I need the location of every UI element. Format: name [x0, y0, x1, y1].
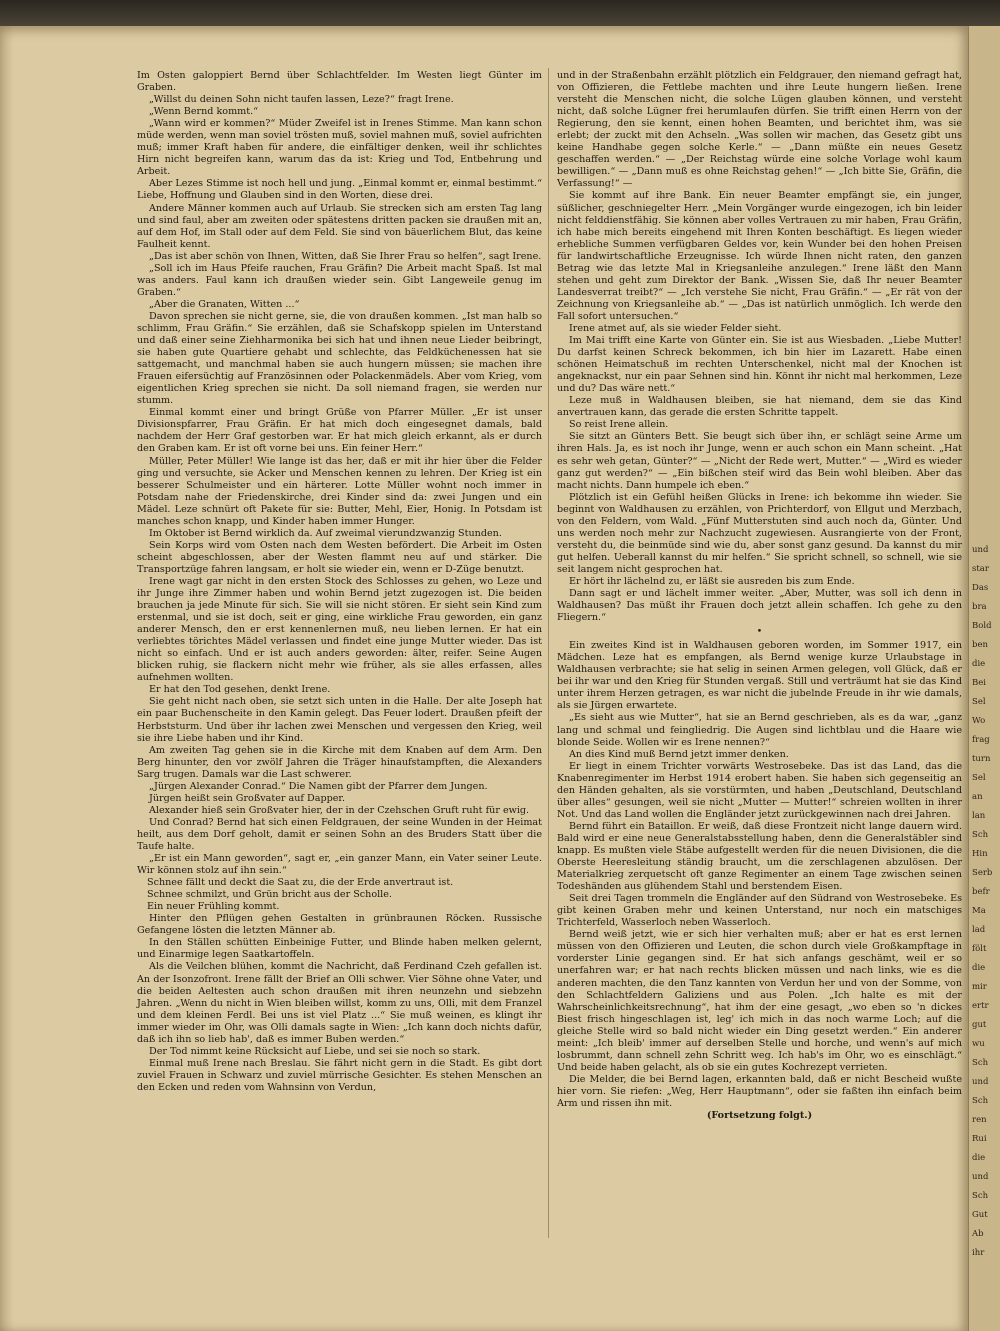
column-divider: [548, 68, 549, 1238]
paragraph: und in der Straßenbahn erzählt plötzlich ein Feldgrauer, den niemand gefragt hat, von Offizieren, die Fettlebe machten und ihre Leute hungern ließen. Irene versteht die Menschen nicht, die solche Lügen glauben können, und versteht nicht, daß solche Lügner frei herumlaufen dürfen. Sie trifft einen Herrn von der Regierung, den sie kennt, einen hohen Beamten, und berichtet ihm, was sie erlebt; der zuckt mit den Achseln. „Was sollen wir machen, das Gesetz gibt uns keine Handhabe gegen solche Kerle.“ — „Dann müßte ein neues Gesetz geschaffen werden.“ — „Der Reichstag würde eine solche Vorlage wohl kaum bewilligen.“ — „Dann muß es ohne Reichstag gehen!“ — „Ich bitte Sie, Gräfin, die Verfassung!“ —: [557, 70, 962, 190]
paragraph: Davon sprechen sie nicht gerne, sie, die von draußen kommen. „Ist man halb so schlimm, Frau Gräfin.“ Sie erzählen, daß sie Schafskopp spielen im Unterstand und daß einer seine Ziehharmonika bei sich hat und ihnen neue Lieder beibringt, sie haben gute Quartiere gehabt und schlechte, das Feldküchenessen hat sie sattgemacht, und manchmal haben sie auch hungern müssen; sie machen ihre Frauen eifersüchtig auf Französinnen oder Polackenmädels. Aber vom Krieg, vom eigentlichen Krieg sprechen sie nicht. Da soll niemand fragen, sie werden nur stumm.: [137, 310, 542, 407]
paragraph: Sie geht nicht nach oben, sie setzt sich unten in die Halle. Der alte Joseph hat ein paar Buchenscheite in den Kamin gelegt. Das Feuer lodert. Draußen pfeift der Herbststurm. Und über ihr lachen zwei Menschen und vergessen den Krieg, weil sie ihre Liebe haben und ihr Kind.: [137, 696, 542, 744]
bleed-fragment: die: [972, 963, 986, 973]
bleed-fragment: Ab: [972, 1229, 984, 1239]
verse-line: Ein neuer Frühling kommt.: [147, 901, 280, 913]
paragraph: „Soll ich im Haus Pfeife rauchen, Frau Gräfin? Die Arbeit macht Spaß. Ist mal was anders. Faul kann ich draußen wieder sein. Gibt Langeweile genug im Graben.“: [137, 262, 542, 298]
bleed-fragment: die: [972, 1153, 986, 1163]
paragraph: Aber Lezes Stimme ist noch hell und jung. „Einmal kommt er, einmal bestimmt.“ Liebe, Hoffnung und Glauben sind in den Worten, diese drei.: [137, 178, 542, 202]
paragraph: Leze muß in Waldhausen bleiben, sie hat niemand, dem sie das Kind anvertrauen kann, das gerade die ersten Schritte tappelt.: [557, 395, 962, 419]
paragraph: Dann sagt er und lächelt immer weiter. „Aber, Mutter, was soll ich denn in Waldhausen? Das müßt ihr Frauen doch jetzt allein schaffen. Ich gehe zu den Fliegern.“: [557, 588, 962, 624]
paragraph: „Jürgen Alexander Conrad.“ Die Namen gibt der Pfarrer dem Jungen.: [149, 780, 488, 792]
paragraph: Seit drei Tagen trommeln die Engländer auf den Südrand von Westrosebeke. Es gibt keinen Graben mehr und keinen Unterstand, nur noch ein matschiges Trichterfeld, Wasserloch neben Wasserloch.: [557, 893, 962, 929]
continuation-note: (Fortsetzung folgt.): [706, 1110, 813, 1122]
paragraph: Einmal muß Irene nach Breslau. Sie fährt nicht gern in die Stadt. Es gibt dort zuviel Frauen in Schwarz und zuviel mürrische Gesichter. Es stehen Menschen an den Ecken und reden vom Wahnsinn von Verdun,: [137, 1057, 542, 1093]
bleed-fragment: Bei: [972, 678, 986, 688]
paragraph: An dies Kind muß Bernd jetzt immer denken.: [569, 748, 789, 760]
paragraph: „Wenn Bernd kommt.“: [149, 106, 259, 118]
left-column-verse: [137, 877, 542, 913]
bleed-fragment: bra: [972, 602, 987, 612]
paragraph: Sie sitzt an Günters Bett. Sie beugt sich über ihn, er schlägt seine Arme um ihren Hals. Ja, es ist noch ihr Junge, wenn er auch schon ein Mann scheint. „Hat es sehr weh getan, Günter?“ — „Nicht der Rede wert, Mutter.“ — „Wird es wieder ganz gut werden?“ — „Ein bißchen steif wird das Bein wohl bleiben. Aber das macht nichts. Dann humpele ich eben.“: [557, 431, 962, 491]
left-column-paragraphs: [137, 70, 542, 877]
paragraph: Im Oktober ist Bernd wirklich da. Auf zweimal vierundzwanzig Stunden.: [149, 527, 502, 539]
paragraph: Ein zweites Kind ist in Waldhausen geboren worden, im Sommer 1917, ein Mädchen. Leze hat es empfangen, als Bernd wenige kurze Urlaubstage in Waldhausen verbrachte; sie hat selig in seinen Armen gelegen, voll Glück, daß er bei ihr war und den Krieg für Stunden vergaß. Still und verträumt hat sie das Kind unter ihrem Herzen getragen, es war nicht die jubelnde Freude in ihr wie damals, als sie Jürgen erwartete.: [557, 640, 962, 712]
bleed-fragment: Bold: [972, 621, 992, 631]
paragraph: Sein Korps wird vom Osten nach dem Westen befördert. Die Arbeit im Osten scheint abgeschlossen, aber der Westen flammt neu auf und stärker. Die Transportzüge fahren langsam, er holt sie wieder ein, wenn er D-Züge benutzt.: [137, 539, 542, 575]
bleed-fragment: Sel: [972, 697, 986, 707]
bleed-fragment: an: [972, 792, 983, 802]
paragraph: Irene wagt gar nicht in den ersten Stock des Schlosses zu gehen, wo Leze und ihr Junge ihre Zimmer haben und wohin Bernd jetzt zugezogen ist. Die beiden brauchen ja jede Minute für sich. Sie will sie nicht stören. Er sieht sein Kind zum erstenmal, und sie ist doch, seit er ging, eine wirkliche Frau geworden, ein ganz anderer Mensch, den er erst kennenlernen muß, neu lieben lernen. Er hat ein verliebtes törichtes Mädel verlassen und findet eine junge Mutter wieder. Das ist nicht so einfach. Und er ist auch anders geworden: älter, reifer. Seine Augen blicken ruhig, sie flackern nicht mehr wie früher, als sie alles erfassen, alles aufnehmen wollten.: [137, 575, 542, 684]
bleed-fragment: Das: [972, 583, 989, 593]
bleed-fragment: lan: [972, 811, 986, 821]
bleed-fragment: ertr: [972, 1001, 989, 1011]
paragraph: Sie kommt auf ihre Bank. Ein neuer Beamter empfängt sie, ein junger, süßlicher, geschniegelter Herr. „Mein Vorgänger wurde eingezogen, ich bin leider nicht felddienstfähig. Sie können aber volles Vertrauen zu mir haben, Frau Gräfin, ich habe mich bereits eingehend mit Ihren Konten beschäftigt. Es liegen wieder erhebliche Summen verfügbaren Geldes vor, kein Wunder bei den hohen Preisen für landwirtschaftliche Erzeugnisse. Ich würde Ihnen nicht raten, den ganzen Betrag wie das letzte Mal in Kriegsanleihe anzulegen.“ Irene läßt den Mann stehen und geht zum Direktor der Bank. „Wissen Sie, daß Ihr neuer Beamter Landesverrat treibt?“ — „Ich verstehe Sie nicht, Frau Gräfin.“ — „Er rät von der Zeichnung von Kriegsanleihe ab.“ — „Das ist natürlich unmöglich. Ich werde den Fall sofort untersuchen.“: [557, 190, 962, 322]
paragraph: Und Conrad? Bernd hat sich einen Feldgrauen, der seine Wunden in der Heimat heilt, aus dem Dorf geholt, damit er seinen Sohn an des Bruders Statt über die Taufe halte.: [137, 816, 542, 852]
bleed-fragment: wu: [972, 1039, 985, 1049]
paragraph: Plötzlich ist ein Gefühl heißen Glücks in Irene: ich bekomme ihn wieder. Sie beginnt von Waldhausen zu erzählen, von Prichterdorf, von Ellgut und Merzbach, von den Feldern, vom Wald. „Fünf Mutterstuten sind auch noch da, Günter. Und uns werden noch mehr zur Nachzucht zugewiesen. Ausrangierte von der Front, versteht du, die beinmüde sind wie du, aber sonst ganz gesund. Da kannst du mir gut helfen. Ueberall kannst du mir helfen.“ Sie spricht schnell, so schnell, wie sie seit langem nicht gesprochen hat.: [557, 491, 962, 575]
bleed-fragment: Sch: [972, 1096, 989, 1106]
paragraph: Die Melder, die bei Bernd lagen, erkannten bald, daß er nicht Bescheid wußte hier vorn. Sie riefen: „Weg, Herr Hauptmann“, oder sie faßten ihn einfach beim Arm und rissen ihn mit.: [557, 1073, 962, 1109]
bleed-fragment: mir: [972, 982, 987, 992]
right-column-paragraphs: [557, 70, 962, 624]
paragraph: Im Mai trifft eine Karte von Günter ein. Sie ist aus Wiesbaden. „Liebe Mutter! Du darfst keinen Schreck bekommen, ich bin hier im Lazarett. Habe einen schönen Heimatschuß im rechten Unterschenkel, nicht mal der Knochen ist angeknackst, nur ein paar Sehnen sind hin. Könnt ihr nicht mal herkommen, Leze und du? Das wäre nett.“: [557, 335, 962, 395]
section-bullet: •: [756, 626, 763, 638]
bleed-fragment: befr: [972, 887, 990, 897]
bleed-fragment: Ma: [972, 906, 986, 916]
bleed-fragment: ihr: [972, 1248, 985, 1258]
paragraph: Im Osten galoppiert Bernd über Schlachtfelder. Im Westen liegt Günter im Graben.: [137, 70, 542, 94]
paragraph: Bernd führt ein Bataillon. Er weiß, daß diese Frontzeit nicht lange dauern wird. Bald wird er eine neue Generalstabsstellung haben, denn die Generalstäbler sind knapp. Es mußten viele Stäbe aufgestellt werden für die neuen Divisionen, die die Oberste Heeresleitung ständig braucht, um die zerschlagenen abzulösen. Der Materialkrieg zerquetscht oft ganze Regimenter an einem Tage zwischen seinen Todeshänden aus glühendem Stahl und berstendem Eisen.: [557, 820, 962, 893]
paragraph: Jürgen heißt sein Großvater auf Dapper.: [149, 792, 345, 804]
paragraph: „Er ist ein Mann geworden“, sagt er, „ein ganzer Mann, ein Vater seiner Leute. Wir können stolz auf ihn sein.“: [137, 853, 542, 877]
paragraph: Er hört ihr lächelnd zu, er läßt sie ausreden bis zum Ende.: [569, 575, 855, 587]
bleed-fragment: ben: [972, 640, 988, 650]
bleed-fragment: die: [972, 659, 986, 669]
bleed-fragment: Sel: [972, 773, 986, 783]
bleed-fragment: Sch: [972, 830, 989, 840]
paragraph: „Aber die Granaten, Witten ...“: [149, 298, 300, 310]
paragraph: Als die Veilchen blühen, kommt die Nachricht, daß Ferdinand Czeh gefallen ist. An der Isonzofront. Irene fällt der Brief an Olli schwer. Vier Söhne ohne Vater, und die beiden Aeltesten auch schon draußen mit ihren neunzehn und siebzehn Jahren. „Wenn du nicht in Wien bleiben willst, komm zu uns, Olli, mit dem Franzel und dem kleinen Ferdl. Bei uns ist viel Platz ...“ Sie muß weinen, es klingt ihr immer wieder im Ohr, was Olli damals sagte in Wien: „Ich kann doch nichts dafür, daß ich ihn so lieb hab', daß es immer Buben werden.“: [137, 961, 542, 1045]
left-column: [137, 70, 542, 1094]
bleed-fragment: turn: [972, 754, 991, 764]
paragraph: Er liegt in einem Trichter vorwärts Westrosebeke. Das ist das Land, das die Knabenregimenter im Herbst 1914 erobert haben. Sie haben sich gegenseitig an den Händen gehalten, als sie vorstürmten, und haben „Deutschland, Deutschland über alles“ gesungen, weil sie nicht „Mutter — Mutter!“ schreien wollten in ihrer Not. Und das Land wollen die Engländer jetzt zurückgewinnen nach drei Jahren.: [557, 760, 962, 820]
bleed-fragment: Hin: [972, 849, 988, 859]
bleed-fragment: Rui: [972, 1134, 987, 1144]
bleed-fragment: fölt: [972, 944, 987, 954]
paragraph: Bernd weiß jetzt, wie er sich hier verhalten muß; aber er hat es erst lernen müssen von den Offizieren und Leuten, die schon durch viele Großkampftage in vorderster Linie gegangen sind. Er hat sich anfangs geschämt, weil er so unerfahren war; er hat nach rechts blicken müssen und nach links, wie es die anderen machten, die den Tanz kannten von Verdun her und von der Somme, von den Schlachtfeldern Galiziens und aus Polen. „Ich halte es mit der Wahrscheinlichkeitsrechnung“, hat ihm der eine gesagt, „wo eben so 'n dickes Biest frisch hingeschlagen ist, leg' ich mich in das noch warme Loch; auf die gleiche Stelle wird so bald nicht wieder ein Ding gesetzt werden.“ Ein anderer meint: „Ich bleib' immer auf derselben Stelle und horche, und wenn's auf mich losbrummt, dann schnell zehn Schritt weg. Ich hab's im Ohr, wo es einschlägt.“ Und beide haben gelacht, als ob sie ein gutes Kochrezept verrieten.: [557, 929, 962, 1073]
paragraph: Andere Männer kommen auch auf Urlaub. Sie strecken sich am ersten Tag lang und sind faul, aber am zweiten oder spätestens dritten packen sie draußen mit an, auf dem Hof, im Stall oder auf dem Feld. Sie sind von bäuerlichem Blut, das keine Faulheit kennt.: [137, 202, 542, 250]
bleed-fragment: frag: [972, 735, 990, 745]
paragraph: So reist Irene allein.: [569, 419, 669, 431]
scan-top-edge: [0, 0, 1000, 26]
right-column-paragraphs-after: [557, 640, 962, 1110]
paragraph: Müller, Peter Müller! Wie lange ist das her, daß er mit ihr hier über die Felder ging und versuchte, sie Acker und Menschen kennen zu lehren. Der Krieg ist ein besserer Schulmeister und ein härterer. Lotte Müller wohnt noch immer in Potsdam nahe der Friedenskirche, drei Kinder sind da: zwei Jungen und ein Mädel. Leze schnürt oft Pakete für sie: Butter, Mehl, Eier, Honig. In Potsdam ist manches schon knapp, und Kinder haben immer Hunger.: [137, 455, 542, 527]
bleed-fragment: und: [972, 1172, 989, 1182]
bleed-fragment: Gut: [972, 1210, 988, 1220]
bleed-fragment: und: [972, 545, 989, 555]
bleed-fragment: und: [972, 1077, 989, 1087]
page-fold-shadow: [0, 26, 14, 1331]
paragraph: In den Ställen schütten Einbeinige Futter, und Blinde haben melken gelernt, und Einarmige legen Saatkartoffeln.: [137, 937, 542, 961]
paragraph: Der Tod nimmt keine Rücksicht auf Liebe, und sei sie noch so stark.: [149, 1045, 481, 1057]
bleed-fragment: Sch: [972, 1058, 989, 1068]
right-column: [557, 70, 962, 1122]
paragraph: Am zweiten Tag gehen sie in die Kirche mit dem Knaben auf dem Arm. Den Berg hinunter, den vor zwölf Jahren die Träger hinaufstampften, die Alexanders Sarg trugen. Damals war die Last schwerer.: [137, 744, 542, 780]
paragraph: Einmal kommt einer und bringt Grüße von Pfarrer Müller. „Er ist unser Divisionspfarrer, Frau Gräfin. Er hat mich doch eingesegnet damals, bald nachdem der Herr Graf gestorben war. Er hat mich gleich erkannt, als er durch den Graben kam. Er ist oft vorne bei uns. Ein feiner Herr.“: [137, 407, 542, 455]
paragraph: „Es sieht aus wie Mutter“, hat sie an Bernd geschrieben, als es da war, „ganz lang und schmal und feingliedrig. Die Augen sind lichtblau und die Haare wie blonde Seide. Wollen wir es Irene nennen?“: [557, 712, 962, 748]
bleed-fragment: Wo: [972, 716, 986, 726]
paragraph: Irene atmet auf, als sie wieder Felder sieht.: [569, 322, 782, 334]
paragraph: Alexander hieß sein Großvater hier, der in der Czehschen Gruft ruht für ewig.: [149, 804, 530, 816]
paragraph: „Das ist aber schön von Ihnen, Witten, daß Sie Ihrer Frau so helfen“, sagt Irene.: [149, 250, 542, 262]
left-column-paragraphs-after: [137, 913, 542, 1094]
bleed-fragment: ren: [972, 1115, 987, 1125]
paragraph: Er hat den Tod gesehen, denkt Irene.: [149, 684, 331, 696]
paragraph: „Willst du deinen Sohn nicht taufen lassen, Leze?“ fragt Irene.: [149, 94, 454, 106]
verse-line: Schnee schmilzt, und Grün bricht aus der Scholle.: [147, 889, 392, 901]
adjacent-page-bleed-text: [972, 545, 998, 1267]
bleed-fragment: Sch: [972, 1191, 989, 1201]
bleed-fragment: lad: [972, 925, 986, 935]
bleed-fragment: gut: [972, 1020, 987, 1030]
paragraph: „Wann wird er kommen?“ Müder Zweifel ist in Irenes Stimme. Man kann schon müde werden, wenn man soviel trösten muß, soviel mahnen muß, soviel aufrichten muß; immer Kraft haben für andere, die einfältiger denken, weil ihr schlichtes Hirn nicht begreifen kann, warum das da ist: Krieg und Tod, Entbehrung und Arbeit.: [137, 118, 542, 178]
bleed-fragment: Serb: [972, 868, 993, 878]
bleed-fragment: star: [972, 564, 989, 574]
verse-line: Schnee fällt und deckt die Saat zu, die der Erde anvertraut ist.: [147, 877, 454, 889]
paragraph: Hinter den Pflügen gehen Gestalten in grünbraunen Röcken. Russische Gefangene lösten die letzten Männer ab.: [137, 913, 542, 937]
